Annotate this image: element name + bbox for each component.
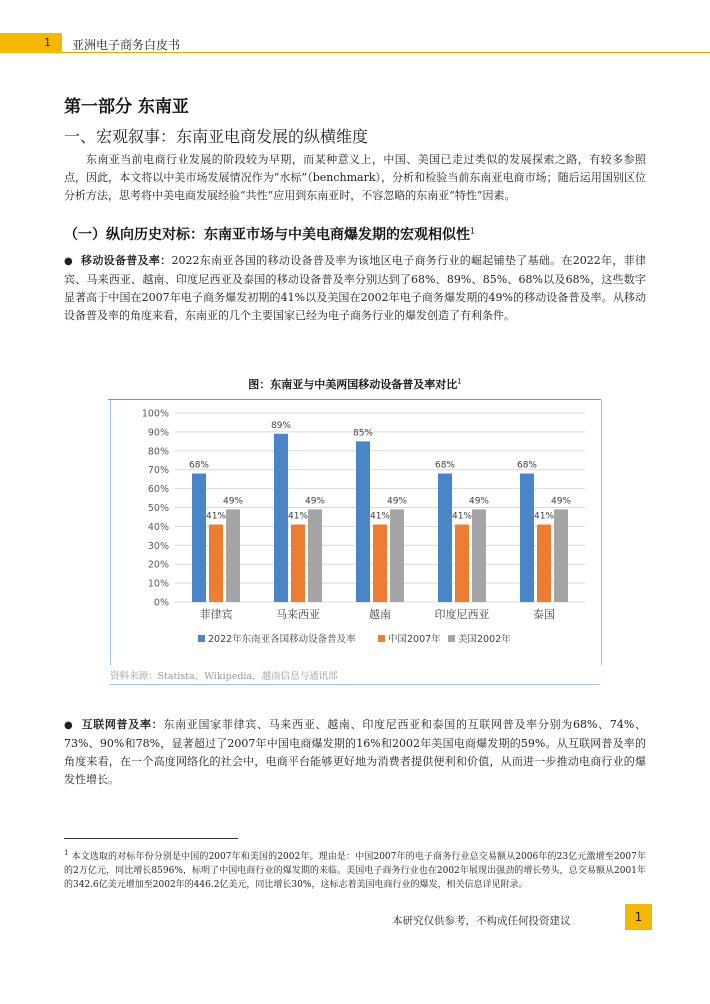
footnote <box>64 846 646 892</box>
footnote-text: 本文选取的对标年份分别是中国的2007年和美国的2002年。理由是：中国2007年的电子商务行业总交易额从2006年的23亿元激增至2007年的2万亿元，同比增长8596%，标明了中国电商行业的爆发期的来临。美国电子商务行业也在2002年展现出强劲的增长势头，总交易额从2001年的342.6亿美元增加至2002年的446.2亿美元，同比增长30%，这标志着美国电商行业的爆发，相关信息详见附录。 <box>64 852 646 890</box>
x-tick-label: 印度尼西亚 <box>434 608 490 621</box>
data-label: 68% <box>434 460 456 471</box>
data-label: 41% <box>451 511 473 522</box>
subsection-footnote-ref[interactable]: 1 <box>470 226 476 236</box>
chart-source: 资料来源：Statista，Wikipedia，越南信息与通讯部 <box>110 671 338 682</box>
bar <box>274 434 288 602</box>
bar <box>472 509 486 602</box>
bar <box>373 525 387 602</box>
y-tick-label: 60% <box>147 484 169 496</box>
bar <box>390 509 404 602</box>
bar <box>356 441 370 602</box>
x-tick-label: 泰国 <box>533 608 555 621</box>
data-label: 49% <box>468 496 490 507</box>
chart-bottom-rule <box>110 684 600 685</box>
data-label: 85% <box>352 428 374 439</box>
chart-title-text: 图：东南亚与中美两国移动设备普及率对比 <box>248 378 458 391</box>
chart-title <box>0 376 710 392</box>
data-label: 89% <box>270 420 292 431</box>
y-tick-label: 100% <box>141 408 169 420</box>
bar <box>520 473 534 602</box>
y-tick-label: 40% <box>147 521 169 533</box>
legend-label: 美国2002年 <box>458 634 511 645</box>
bar <box>209 525 223 602</box>
bullet-text: 东南亚国家菲律宾、马来西亚、越南、印度尼西亚和泰国的互联网普及率分别为68%、74%、73%、90%和78%，显著超过了2007年中国电商爆发期的16%和2002年美国电商爆发期的59%。从互联网普及率的角度来看，在一个高度网络化的社会中，电商平台能够更好地为消费者提供便利和价值，从而进一步推动电商行业的爆发性增长。 <box>64 718 647 786</box>
bar <box>537 525 551 602</box>
bullet-dot-icon: ● <box>64 720 74 731</box>
x-tick-label: 菲律宾 <box>199 608 233 621</box>
bullet-text: 2022东南亚各国的移动设备普及率为该地区电子商务行业的崛起铺垫了基础。在2022年，菲律宾、马来西亚、越南、印度尼西亚及泰国的移动设备普及率分别达到了68%、89%、85%、68%以及68%，这些数字显著高于中国在2007年电子商务爆发初期的41%以及美国在2002年电子商务爆发期的49%的移动设备普及率。从移动设备普及率的角度来看，东南亚的几个主要国家已经为电子商务行业的爆发创造了有利条件。 <box>64 254 646 322</box>
section-title: 一、宏观叙事：东南亚电商发展的纵横维度 <box>64 127 369 146</box>
bar <box>308 509 322 602</box>
bar <box>226 509 240 602</box>
footnote-rule <box>64 838 238 839</box>
legend-swatch <box>448 635 455 642</box>
subsection-title <box>64 224 475 244</box>
bar-chart <box>110 402 600 664</box>
intro-paragraph: 东南亚当前电商行业发展的阶段较为早期，而某种意义上，中国、美国已走过类似的发展探索之路，有较多参照点，因此，本文将以中美市场发展情况作为“水标”（benchmark），分析和检验当前东南亚电商市场；随后运用国别区位分析方法，思考将中美电商发展经验“共性”应用到东南亚时，不容忽略的东南亚“特性”因素。 <box>64 153 646 202</box>
legend-swatch <box>378 635 385 642</box>
y-tick-label: 20% <box>147 559 169 571</box>
header-title: 亚洲电子商务白皮书 <box>72 38 181 52</box>
legend-swatch <box>198 635 205 642</box>
data-label: 68% <box>516 460 538 471</box>
header-number: 1 <box>44 36 51 49</box>
header-accent-block <box>0 33 62 53</box>
y-tick-label: 80% <box>147 446 169 458</box>
data-label: 68% <box>188 460 210 471</box>
y-tick-label: 10% <box>147 578 169 590</box>
subsection-title-text: （一）纵向历史对标：东南亚市场与中美电商爆发期的宏观相似性 <box>64 227 470 243</box>
y-tick-label: 0% <box>153 597 169 609</box>
y-tick-label: 90% <box>147 427 169 439</box>
page-number-box <box>625 904 652 930</box>
y-tick-label: 30% <box>147 540 169 552</box>
y-tick-label: 70% <box>147 465 169 477</box>
bar <box>192 473 206 602</box>
data-label: 41% <box>369 511 391 522</box>
page-header <box>0 33 710 53</box>
data-label: 49% <box>386 496 408 507</box>
footnote-number: 1 <box>64 849 69 857</box>
legend-label: 2022年东南亚各国移动设备普及率 <box>208 634 356 645</box>
bullet-label: 移动设备普及率： <box>81 254 172 267</box>
page-number: 1 <box>634 910 643 924</box>
bar <box>554 509 568 602</box>
bullet-dot-icon: ● <box>64 256 74 267</box>
part-title: 第一部分 东南亚 <box>64 97 189 117</box>
y-tick-label: 50% <box>147 503 169 514</box>
bullet-label: 互联网普及率： <box>81 718 164 731</box>
x-tick-label: 越南 <box>369 608 391 621</box>
bar <box>291 525 305 602</box>
data-label: 49% <box>222 496 244 507</box>
bar <box>438 473 452 602</box>
data-label: 49% <box>550 496 572 507</box>
x-tick-label: 马来西亚 <box>276 608 320 621</box>
data-label: 41% <box>533 511 555 522</box>
chart-footnote-ref[interactable]: 1 <box>457 377 462 386</box>
bullet-internet-penetration <box>64 716 646 789</box>
bar <box>455 525 469 602</box>
data-label: 41% <box>205 511 227 522</box>
data-label: 41% <box>287 511 309 522</box>
bullet-mobile-penetration <box>64 252 646 325</box>
legend-label: 中国2007年 <box>388 634 441 645</box>
disclaimer: 本研究仅供参考，不构成任何投资建议 <box>392 915 571 927</box>
data-label: 49% <box>304 496 326 507</box>
